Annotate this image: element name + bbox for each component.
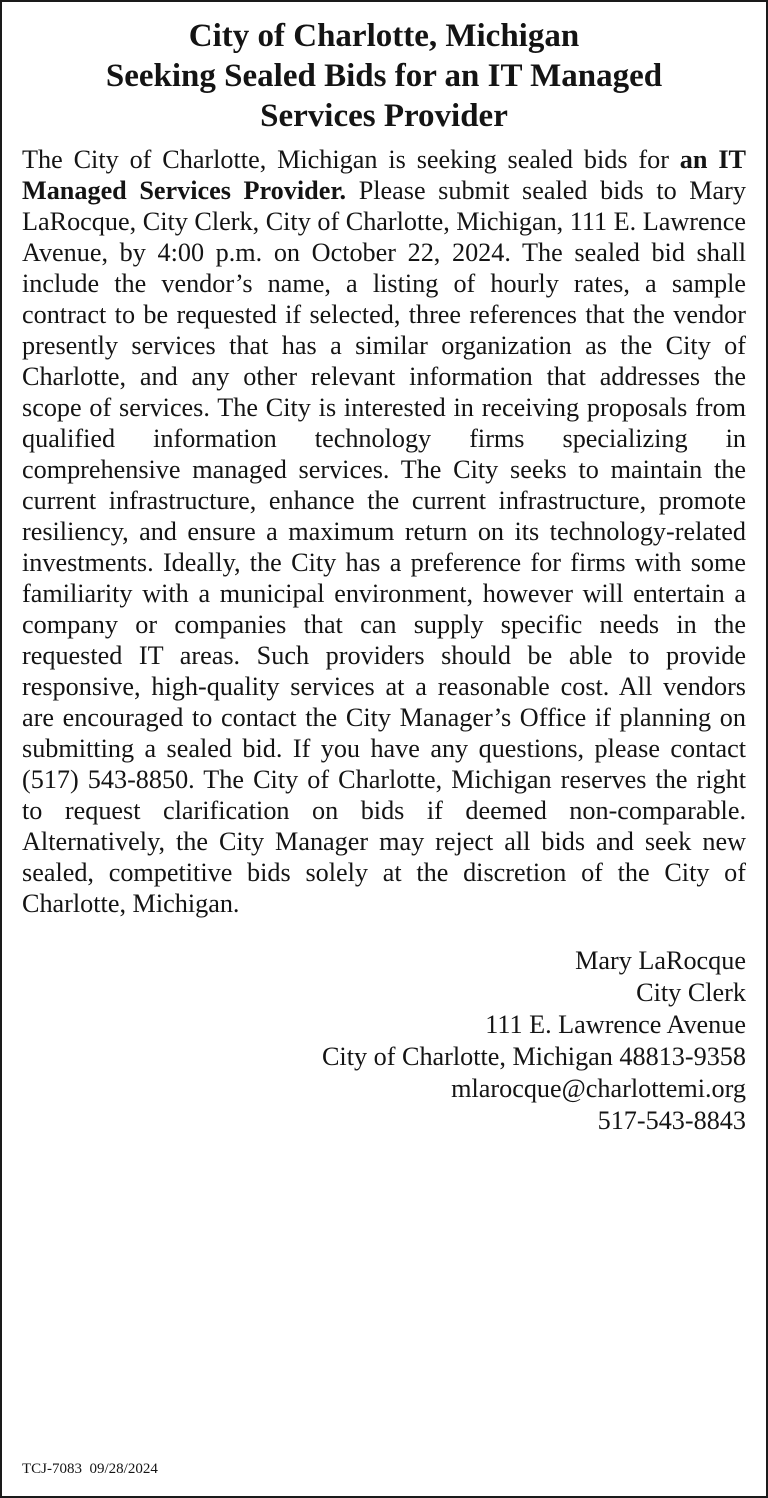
signature-name: Mary LaRocque: [575, 946, 746, 975]
body-intro: The City of Charlotte, Michigan is seeking sealed bids for: [22, 145, 680, 174]
footer-date: 09/28/2024: [89, 1461, 158, 1477]
body-bold-phrase: an IT Managed Services Provider.: [22, 145, 746, 205]
notice-footer: [22, 1460, 158, 1478]
title-line-3: Services Provider: [260, 98, 508, 134]
signature-street: 111 E. Lawrence Avenue: [485, 1010, 746, 1039]
notice-body: [22, 144, 746, 919]
signature-block: [22, 945, 746, 1137]
signature-email: mlarocque@charlottemi.org: [451, 1074, 746, 1103]
signature-phone: 517-543-8843: [597, 1106, 746, 1135]
title-line-2: Seeking Sealed Bids for an IT Managed: [105, 58, 663, 94]
title-line-1: City of Charlotte, Michigan: [188, 18, 580, 54]
body-rest: Please submit sealed bids to Mary LaRocque, City Clerk, City of Charlotte, Michigan, 111 E. Lawrence Avenue, by 4:00 p.m. on October 22, 2024. The sealed bid shall include the vendor’s name, a listing of hourly rates, a sample contract to be requested if selected, three references that the vendor presently services that has a similar organization as the City of Charlotte, and any other relevant information that addresses the scope of services. The City is interested in receiving proposals from qualified information technology firms specializing in comprehensive managed services. The City seeks to maintain the current infrastructure, enhance the current infrastructure, promote resiliency, and ensure a maximum return on its technology-related investments. Ideally, the City has a preference for firms with some familiarity with a municipal environment, however will entertain a company or companies that can supply specific needs in the requested IT areas. Such providers should be able to provide responsive, high-quality services at a reasonable cost. All vendors are encouraged to contact the City Manager’s Office if planning on submitting a sealed bid. If you have any questions, please contact (517) 543-8850. The City of Charlotte, Michigan reserves the right to request clarification on bids if deemed non-comparable. Alternatively, the City Manager may reject all bids and seek new sealed, competitive bids solely at the discretion of the City of Charlotte, Michigan.: [22, 176, 746, 918]
notice-title: [22, 16, 746, 136]
footer-code: TCJ-7083: [22, 1461, 82, 1477]
signature-role: City Clerk: [636, 978, 746, 1007]
signature-city: City of Charlotte, Michigan 48813-9358: [321, 1042, 746, 1071]
